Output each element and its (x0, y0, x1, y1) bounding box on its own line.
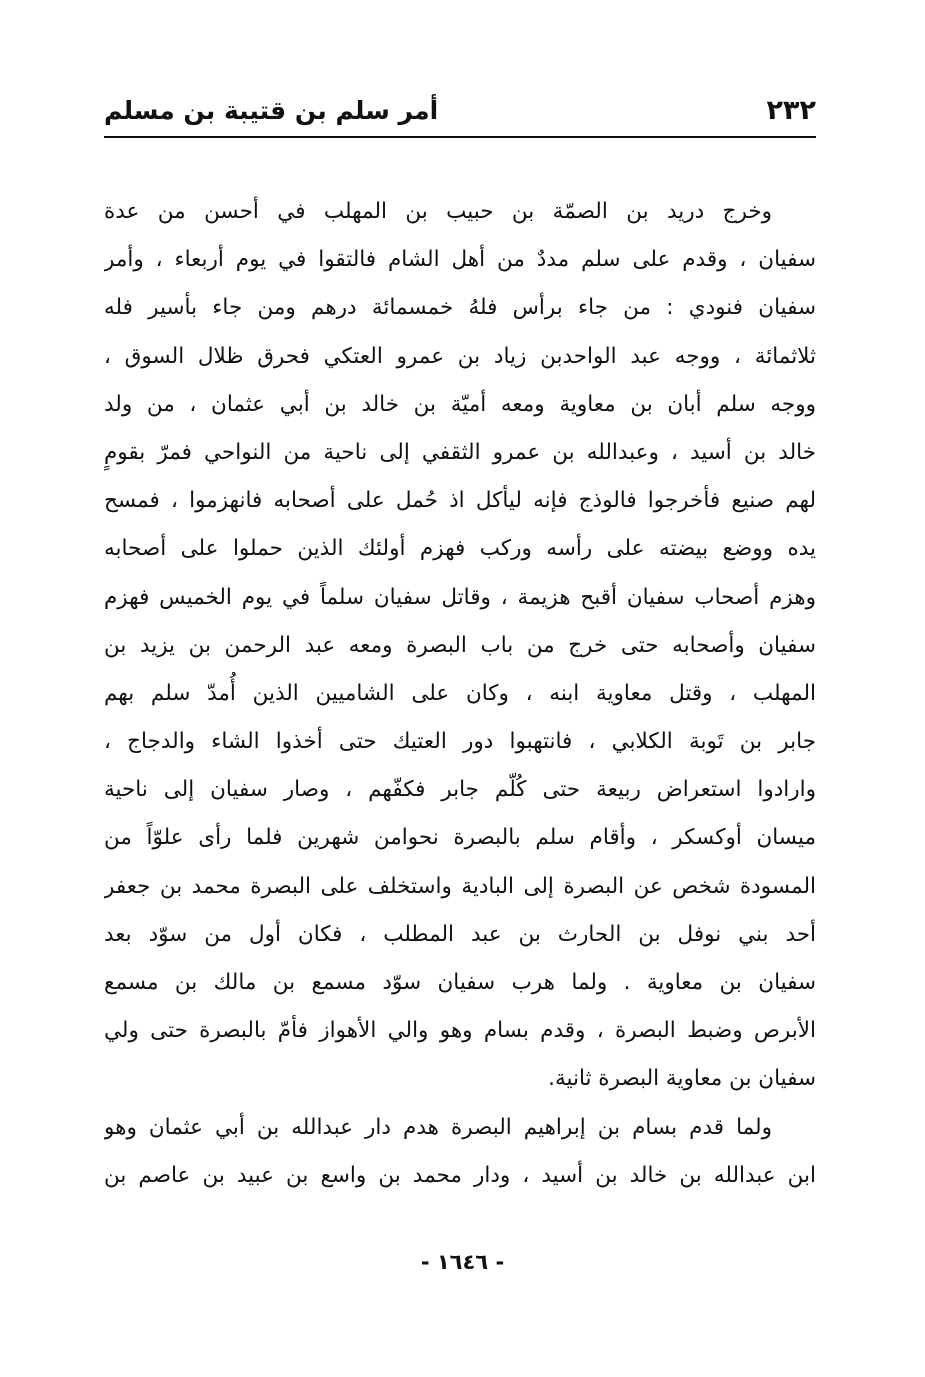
text-line: الأبرص وضبط البصرة ، وقدم بسام وهو والي الأهواز فأمّ بالبصرة حتى ولي (104, 1018, 816, 1044)
text-line: سفيان بن معاوية . ولما هرب سفيان سوّد مسمع بن مالك بن مسمع (104, 970, 816, 995)
text-line: جابر بن تَوبة الكلابي ، فانتهبوا دور العتيك حتى أخذوا الشاء والدجاج ، (104, 729, 816, 755)
text-line: المهلب ، وقتل معاوية ابنه ، وكان على الشاميين الذين أُمدّ سلم بهم (104, 680, 816, 706)
text-line: ووجه سلم أبان بن معاوية ومعه أميّة بن خالد بن أبي عثمان ، من ولد (104, 391, 816, 417)
text-line: المسودة شخص عن البصرة إلى البادية واستخلف على البصرة محمد بن جعفر (104, 873, 816, 899)
text-line: سفيان فنودي : من جاء برأس فلهُ خمسمائة درهم ومن جاء بأسير فله (104, 295, 816, 321)
text-line: وخرج دريد بن الصمّة بن حبيب بن المهلب في أحسن من عدة (104, 199, 772, 224)
text-line: يده ووضع بيضته على رأسه وركب فهزم أولئك الذين حملوا على أصحابه (104, 536, 816, 562)
text-line: خالد بن أسيد ، وعبدالله بن عمرو الثقفي إلى ناحية من النواحي فمرّ بقومٍ (104, 439, 816, 465)
text-line: سفيان وأصحابه حتى خرج من باب البصرة ومعه عبد الرحمن بن يزيد بن (104, 632, 816, 658)
text-line: ميسان أوكسكر ، وأقام سلم بالبصرة نحوامن شهرين فلما رأى علوّاً من (104, 825, 816, 851)
text-line: وهزم أصحاب سفيان أقبح هزيمة ، وقاتل سفيان سلماً في يوم الخميس فهزم (104, 584, 816, 610)
text-line: لهم صنيع فأخرجوا فالوذج فإنه ليأكل اذ حُمل على أصحابه فانهزموا ، فمسح (104, 488, 816, 514)
header-page-number: ٢٣٢ (766, 94, 816, 126)
text-line: ابن عبدالله بن خالد بن أسيد ، ودار محمد بن واسع بن عبيد بن عاصم بن (104, 1162, 816, 1188)
text-line: وارادوا استعراض ربيعة حتى كُلّم جابر فكفّهم ، وصار سفيان إلى ناحية (104, 777, 816, 803)
running-title: أمر سلم بن قتيبة بن مسلم (104, 95, 439, 125)
page-folio: - ١٦٤٦ - (420, 1250, 505, 1274)
text-line: ثلاثمائة ، ووجه عبد الواحدبن زياد بن عمرو العتكي فحرق ظلال السوق ، (104, 343, 816, 369)
body-text (104, 188, 816, 1200)
header-rule (104, 136, 816, 138)
text-line: سفيان ، وقدم على سلم مددٌ من أهل الشام فالتقوا في يوم أربعاء ، وأمر (104, 247, 816, 273)
text-line: ولما قدم بسام بن إبراهيم البصرة هدم دار عبدالله بن أبي عثمان وهو (104, 1114, 772, 1140)
text-line: سفيان بن معاوية البصرة ثانية. (548, 1066, 816, 1092)
page-header (104, 88, 816, 132)
text-line: أحد بني نوفل بن الحارث بن عبد المطلب ، فكان أول من سوّد بعد (104, 921, 816, 947)
